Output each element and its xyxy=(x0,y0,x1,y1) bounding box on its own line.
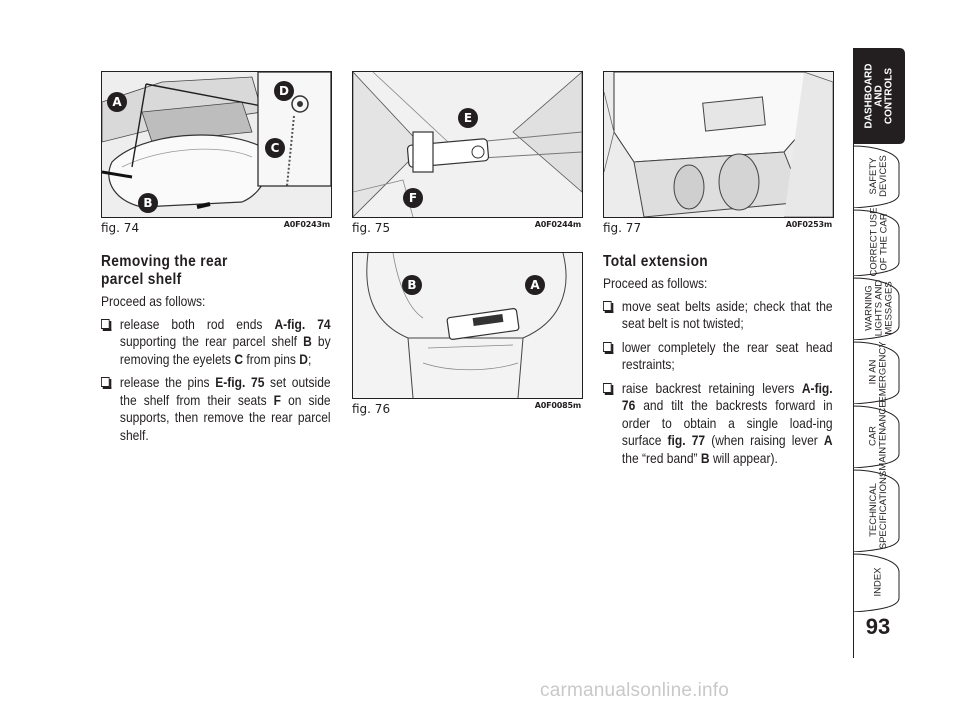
figure-label: fig. 74 xyxy=(101,221,140,235)
text: by removing the eyelets xyxy=(119,333,331,367)
page-number: 93 xyxy=(865,614,891,639)
tab-index[interactable] xyxy=(853,552,915,612)
text: move seat belts aside; check that the seat belt is not twisted; xyxy=(621,297,833,331)
bullet-item xyxy=(603,298,833,333)
tab-correct-use[interactable] xyxy=(853,208,915,276)
tab-label: TECHNICAL SPECIFICATIONS xyxy=(868,470,890,550)
checkbox-bullet-icon xyxy=(603,342,612,352)
tab-technical-specifications[interactable] xyxy=(853,468,915,552)
reference: fig. 77 xyxy=(667,432,706,448)
section-heading xyxy=(101,253,331,289)
figure-code: A0F0085m xyxy=(534,401,581,410)
watermark: carmanualsonline.info xyxy=(540,680,730,701)
tab-label: SAFETY DEVICES xyxy=(868,155,889,197)
figure-code: A0F0243m xyxy=(283,220,330,229)
text: set outside the shelf from their seats xyxy=(119,374,331,408)
callout-a: A xyxy=(107,92,127,112)
tab-label: INDEX xyxy=(872,567,884,597)
figure-77 xyxy=(603,71,834,218)
tab-in-an-emergency[interactable] xyxy=(853,340,915,404)
checkbox-bullet-icon xyxy=(603,301,612,311)
text: (when raising lever xyxy=(705,432,824,448)
figure-74-caption xyxy=(101,219,330,237)
section-heading: Total extension xyxy=(603,253,709,270)
callout-a-76: A xyxy=(525,275,545,295)
text: the “red band” xyxy=(621,449,701,466)
reference: A-fig. 74 xyxy=(274,315,331,332)
text: and tilt the backrests forward in order to obtain a single load-ing surface xyxy=(621,397,833,448)
reference: E-fig. 75 xyxy=(215,374,265,390)
intro-text: Proceed as follows: xyxy=(101,293,206,309)
bullet-item xyxy=(603,339,833,374)
left-column xyxy=(101,253,331,450)
callout-b: B xyxy=(138,193,158,213)
reference: A-fig. 76 xyxy=(621,379,833,413)
heading-line: parcel shelf xyxy=(101,271,182,288)
figure-75-caption xyxy=(352,219,581,237)
right-column xyxy=(603,253,833,473)
intro-text: Proceed as follows: xyxy=(603,275,708,291)
tab-dashboard-and-controls[interactable] xyxy=(853,48,915,144)
heading-line: Removing the rear xyxy=(101,253,228,270)
reference: B xyxy=(700,449,710,466)
text: will appear). xyxy=(709,449,778,466)
text: lower completely the rear seat head restraints; xyxy=(621,338,833,372)
tab-label: CORRECT USE OF THE CAR xyxy=(868,207,890,277)
callout-d: D xyxy=(274,81,294,101)
reference: D xyxy=(299,350,308,367)
reference: C xyxy=(234,350,244,367)
figure-label: fig. 77 xyxy=(603,221,642,235)
tab-label: IN AN EMERGENCY xyxy=(868,341,890,403)
text: release the pins xyxy=(119,374,216,390)
text: release both rod ends xyxy=(119,315,275,332)
tab-label: CAR MAINTENANCE xyxy=(868,401,889,471)
callout-f: F xyxy=(403,188,423,208)
text: supporting the rear parcel shelf xyxy=(119,333,304,349)
bullet-item xyxy=(603,380,833,468)
figure-label: fig. 75 xyxy=(352,221,391,235)
tab-car-maintenance[interactable] xyxy=(853,401,915,471)
figure-label: fig. 76 xyxy=(352,402,391,416)
checkbox-bullet-icon xyxy=(101,319,110,329)
tab-label: DASHBOARD AND CONTROLS xyxy=(863,63,894,129)
reference: B xyxy=(303,333,312,349)
callout-e: E xyxy=(458,108,478,128)
text: on side supports, then remove the rear parcel shelf. xyxy=(119,391,331,443)
callout-b-76: B xyxy=(402,275,422,295)
figure-75 xyxy=(352,71,583,218)
text: from pins xyxy=(243,350,300,367)
checkbox-bullet-icon xyxy=(101,377,110,387)
tab-safety-devices[interactable] xyxy=(853,144,915,208)
figure-74 xyxy=(101,71,332,218)
reference: F xyxy=(273,391,282,408)
bullet-item xyxy=(101,374,331,444)
bullet-item xyxy=(101,316,331,369)
figure-code: A0F0244m xyxy=(534,220,581,229)
text: raise backrest retaining levers xyxy=(621,379,802,396)
figure-76-caption xyxy=(352,400,581,418)
reference: A xyxy=(823,432,833,448)
callout-c: C xyxy=(265,138,285,158)
tab-warning-lights[interactable] xyxy=(853,276,915,340)
figure-code: A0F0253m xyxy=(785,220,832,229)
tab-label: WARNING LIGHTS AND MESSAGES xyxy=(863,279,894,337)
checkbox-bullet-icon xyxy=(603,383,612,393)
figure-76 xyxy=(352,252,583,399)
figure-77-caption xyxy=(603,219,832,237)
text: ; xyxy=(307,350,312,367)
